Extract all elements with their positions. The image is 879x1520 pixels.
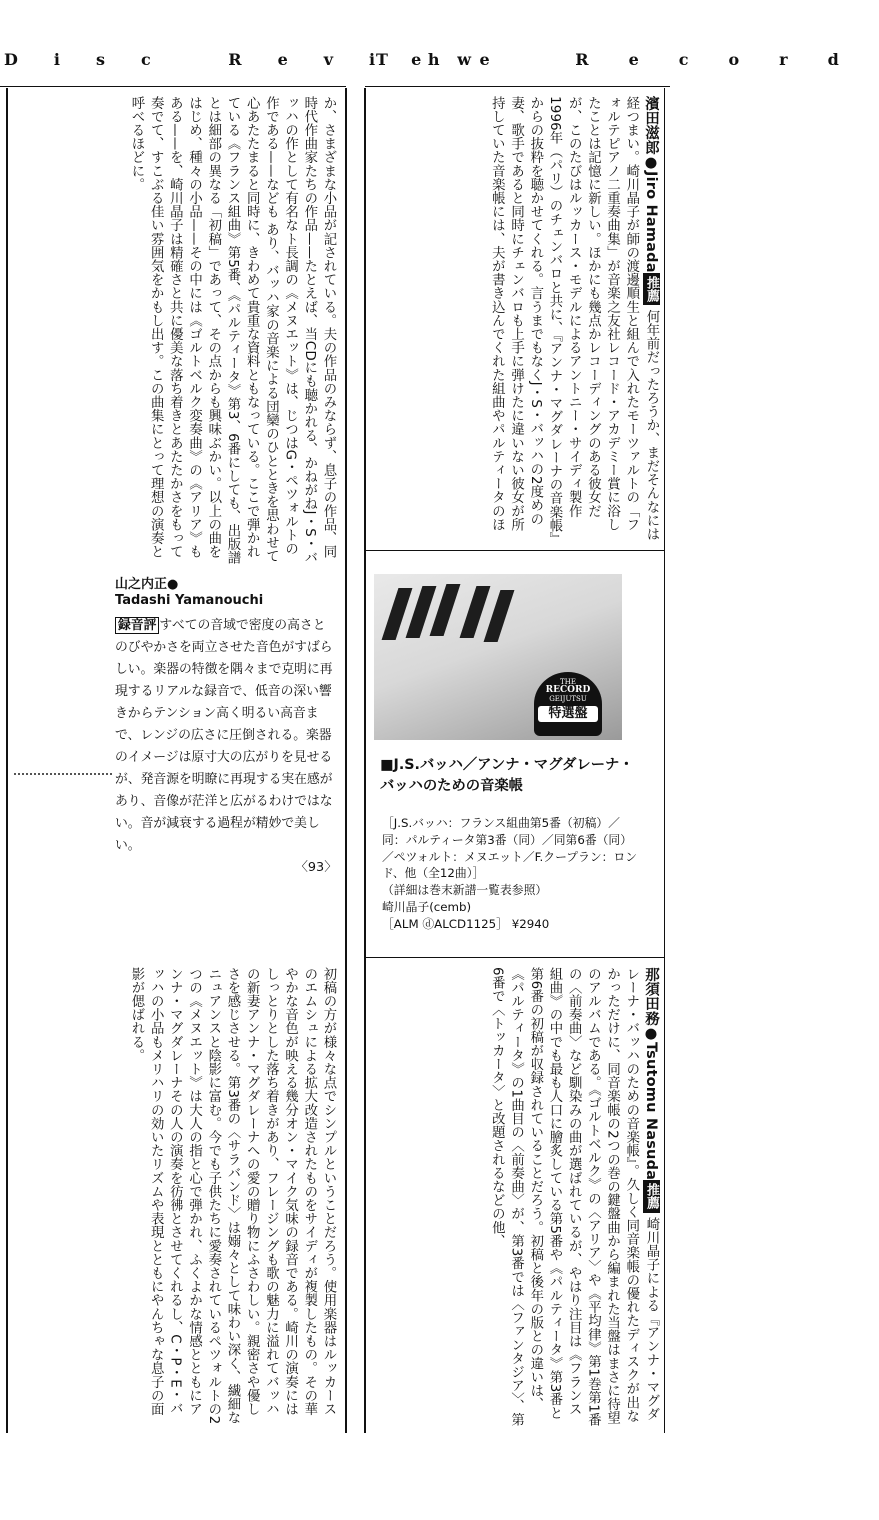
review-nasuda-text: 崎川晶子による『アンナ・マグダレーナ・バッハのための音楽帳』。久しく同音楽帳の優れたディスクが出なかっただけに、同音楽帳の2つの巻の鍵盤曲から編まれた当盤はまさに待望のアルバムである。《ゴルトベルク》の〈アリア〉や《平均律》第1巻第1番の〈前奏曲〉など馴染みの曲が選ばれているが、やはり注目は《フランス組曲》の中でも最も人口に膾炙している第5番や《パルティータ》第3番と第6番の初稿が収録されていることだろう。初稿と後年の版との違いは、《パルティータ》の1曲目の〈前奏曲〉が、第3番では〈ファンタジア〉、第6番で〈トッカータ〉と改題されるなどの他、 [489, 967, 659, 1427]
recommend-tag-nasuda: 推薦 [643, 1180, 660, 1212]
seal-record: RECORD [545, 685, 591, 695]
header-rule-right [365, 86, 670, 87]
review-nasuda [376, 967, 661, 1427]
page-left-border [6, 88, 8, 1433]
disc-performer: 崎川晶子(cemb) [382, 899, 472, 914]
section-header-the-record: The Record [376, 50, 879, 69]
disc-program: ［J.S.バッハ：フランス組曲第5番（初稿）／同：パルティータ第3番（同）／同第6番（同）／ペツォルト：メヌエット／F.クープラン：ロンド、他（全12曲）］ [382, 816, 638, 881]
recording-review-box [115, 577, 337, 947]
recording-reviewer-en: Tadashi Yamanouchi [115, 593, 264, 608]
divider-lower-right [365, 957, 665, 958]
review-nasuda-continued-text: 初稿の方が様々な点でシンプルということだろう。使用楽器はルッカースのエムシュによる拡大改造されたものをサイディが複製したもの。その華やかな音色が映える幾分オン・マイク気味の録音である。崎川の演奏にはしっとりとした落ち着きがあり、フレージングも歌の魅力に溢れてバッハの新妻アンナ・マグダレーナへの愛の贈り物にふさわしい。親密さや優しさを感じさせる。第3番の〈サラバンド〉は嫋々として味わい深く、繊細なニュアンスと陰影に富む。今でも子供たちに愛奏されているペツォルトの2つの《メヌエット》は大人の指と心で弾かれ、ふくよかな情感とともにアンナ・マグダレーナその人の演奏を彷彿とさせてくれるし、C・P・E・バッハの小品もメリハリの効いたリズムや表現とともにやんちゃな息子の面影が偲ばれる。 [128, 967, 336, 1425]
album-cover-image [374, 574, 622, 740]
header-rule-left [0, 86, 346, 87]
seal-label: 特選盤 [538, 706, 598, 722]
review-hamada-continued-text: か、さまざまな小品が記されている。夫の作品のみならず、息子の作品、同時代作曲家たちの作品——たとえば、当CDにも聴かれる、かねがねJ・S・バッハの作として有名なト長調の《メヌエット》は、じつはG・ペツォルトの作である——なども あり、バッハ家の音楽による団欒のひとときを思わせて心あたたまると同時に、きわめて貴重な資料ともなっている。ここで弾かれている《フランス組曲》第5番、《パルティータ》第3、6番にしても、出版譜とは細部の異なる「初稿」であって、その点からも興味ぶかい。以上の曲をはじめ、種々の小品——その中には《ゴルトベルク変奏曲》の《アリア》もある——を、崎川晶子は精確さと共に優美な落ち着きとあたたかさをもって奏でて、すこぶる佳い雰囲気をかもし出す。この曲集にとって理想の演奏と呼べるほどに。 [128, 96, 336, 565]
page-right-border [664, 88, 665, 1433]
section-header-disc-review: Disc Review [4, 50, 508, 69]
disc-info [382, 815, 642, 933]
disc-title: ■J.S.バッハ／アンナ・マグダレーナ・バッハのための音楽帳 [380, 757, 634, 794]
divider-upper-right [365, 550, 665, 551]
recording-reviewer-ja: 山之内正● [115, 577, 179, 592]
reviewer-hamada: 濱田滋郎●Jiro Hamada [643, 96, 659, 273]
review-hamada-continued [112, 96, 338, 566]
review-hamada-text: 何年前だったろうか、まだそんなには経つまい。崎川晶子が師の渡邊順生と組んで入れたモーツァルトの「フォルテピアノ二重奏曲集」が音楽之友社レコード・アカデミー賞に浴したことは記憶に新しい。ほかにも幾点かレコーディングのある彼女だが、このたびはルッカース・モデルによるアントニー・サイディ製作1996年（パリ）のチェンバロと共に、『アンナ・マグダレーナの音楽帳』からの抜粋を聴かせてくれる。言うまでもなくJ・S・バッハの2度めの妻、歌手であると同時にチェンバロも上手に弾けたに違いない彼女が所持していた音楽帳には、夫が書き込んでくれた組曲やパルティータのほ [489, 96, 659, 541]
recording-review-tag: 録音評 [115, 617, 159, 634]
gutter-rule-left [345, 88, 347, 1433]
gutter-rule-right [364, 88, 366, 1433]
seal-geijutsu: GEIJUTSU [549, 695, 587, 703]
review-nasuda-continued [112, 967, 338, 1427]
seal-the: THE [560, 678, 576, 686]
recording-review-text: すべての音域で密度の高さとのびやかさを両立させた音色がすばらしい。楽器の特徴を隅々まで克明に再現するリアルな録音で、低音の深い響きからテンション高く明るい高音まで、レンジの広さに圧倒される。楽器のイメージは原寸大の広がりを見せるが、発音源を明瞭に再現する実在感があり、音像が茫洋と広がるわけではない。音が減衰する過程が精妙で美しい。 [115, 618, 333, 853]
recommend-tag-hamada: 推薦 [643, 273, 660, 305]
review-hamada [376, 96, 661, 541]
dotted-divider [14, 773, 112, 775]
recording-review-page: 〈93〉 [295, 860, 337, 875]
reviewer-nasuda: 那須田務●Tsutomu Nasuda [643, 967, 659, 1181]
harpsichord-keys-graphic [390, 584, 530, 644]
recording-review [115, 615, 337, 879]
tokusenban-seal [534, 672, 602, 736]
disc-catalog: ［ALM ⓓALCD1125］ ¥2940 [382, 916, 550, 931]
disc-note: （詳細は巻末新譜一覧表参照） [382, 883, 548, 898]
